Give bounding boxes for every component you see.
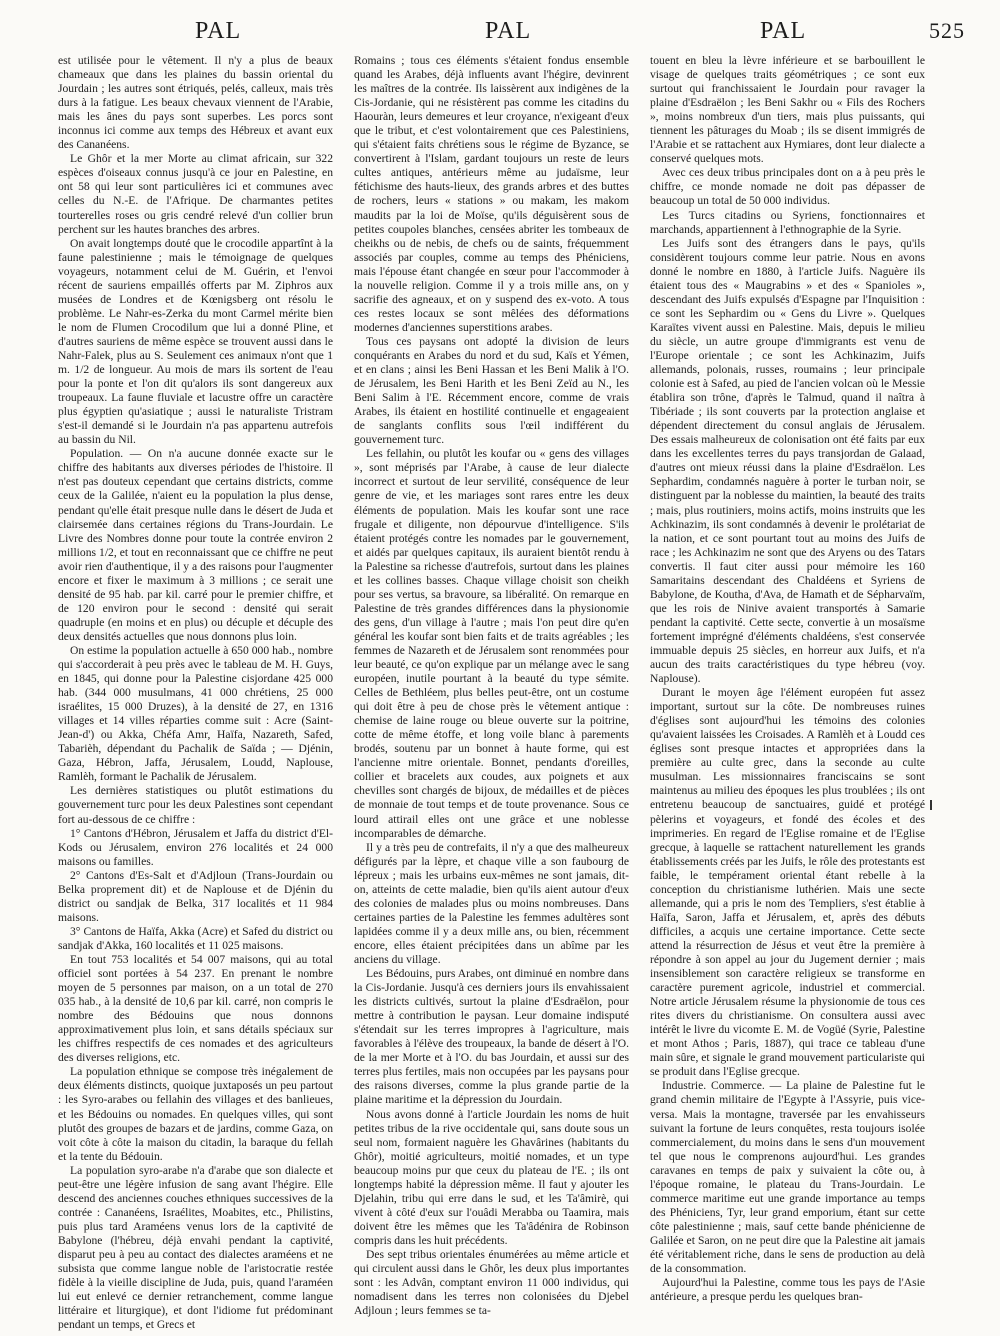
paragraph: touent en bleu la lèvre inférieure et se barbouillent le visage de quelques traits géométriques ; ce sont eux surtout qui franchissaient le Jourdain pour ravager la plaine d'Esdraëlon ; les Beni Sakhr ou « Fils des Rochers », moins nombreux d'un tiers, mais plus puissants, qui tiennent les pâturages du Moab ; ils se disent immigrés de l'Arabie et se rattachent aux Hymiares, dont leur dialecte a conservé quelques mots. (650, 54, 925, 166)
paragraph: 1° Cantons d'Hébron, Jérusalem et Jaffa du district d'El-Kods ou Jérusalem, environ 276 localités et 24 000 maisons ou familles. (58, 826, 333, 868)
paragraph: Avec ces deux tribus principales dont on a à peu près le chiffre, ce monde nomade ne doit pas dépasser de beaucoup un total de 50 000 individus. (650, 166, 925, 208)
paragraph: Romains ; tous ces éléments s'étaient fondus ensemble quand les Arabes, déjà influents avant l'hégire, devinrent les maîtres de la contrée. Ils laissèrent aux indigènes de la Cis-Jordanie, qui ne résistèrent pas comme les citadins du Haouràn, leurs demeures et leur croyance, n'exigeant d'eux que le tribut, et c'est volontairement que ces Palestiniens, qui s'étaient faits chrétiens sous le régime de Byzance, se convertirent à l'Islam, gardant toujours un reste de leurs cultes antiques, antérieurs même au judaïsme, leur fétichisme des hauts-lieux, des grands arbres et des buttes de rochers, leurs « stations » ou makam, les makom maudits par la loi de Moïse, qu'ils déguisèrent sous de petites coupoles blanches, censées abriter les tombeaux de cheikhs ou de nebis, de chefs ou de saints, fréquemment associés par couples, comme au temps des Phéniciens, mais l'épouse étant changée en sœur pour l'accommoder à la nouvelle religion. Comme il y a trois mille ans, on y sacrifie des agneaux, et on y suspend des ex-voto. A tous ces restes locaux se sont mêlées des déformations modernes d'anciennes superstitions arabes. (354, 54, 629, 334)
page-number: 525 (929, 18, 965, 43)
text-column-left (58, 54, 333, 1332)
paragraph: Aujourd'hui la Palestine, comme tous les pays de l'Asie antérieure, a presque perdu les quelques bran- (650, 1276, 925, 1304)
paragraph: On avait longtemps douté que le crocodile appartînt à la faune palestinienne ; mais le témoignage de quelques voyageurs, notamment celui de M. Guérin, et l'envoi récent de sauriens empaillés offerts par M. Ziphros aux musées de Londres et de Kœnigsberg ont résolu le problème. Le Nahr-es-Zerka du mont Carmel mérite bien le nom de Flumen Crocodilum que lui a donné Pline, et d'autres sauriens de même espèce se trouvent aussi dans le Nahr-Falek, plus au S. Seulement ces animaux n'ont que 1 m. 1/2 de longueur. Au mois de mars ils sortent de l'eau pour la ponte et l'on dit qu'alors ils sont dangereux aux troupeaux. La faune fluviale et lacustre offre un caractère plus égyptien qu'asiatique ; aussi le naturaliste Tristram s'est-il demandé si le Jourdain n'a pas appartenu autrefois au bassin du Nil. (58, 236, 333, 447)
paragraph: est utilisée pour le vêtement. Il n'y a plus de beaux chameaux que dans les plaines du bassin oriental du Jourdain ; les autres sont étriqués, pelés, calleux, mais très durs à la fatigue. Les beaux chevaux viennent de l'Arabie, mais les ânes du pays sont superbes. Les porcs sont inconnus ici comme aux temps des Hébreux et avant eux des Cananéens. (58, 54, 333, 152)
paragraph: Les dernières statistiques ou plutôt estimations du gouvernement turc pour les deux Palestines sont cependant fort au-dessous de ce chiffre : (58, 784, 333, 826)
paragraph: Tous ces paysans ont adopté la division de leurs conquérants en Arabes du nord et du sud, Kaïs et Yémen, et en clans ; ainsi les Beni Hassan et les Beni Malik à l'O. de Jérusalem, les Beni Harith et les Beni Zeïd au N., les Beni Salim à l'E. Récemment encore, comme de vrais Arabes, ils étaient en hostilité continuelle et engageaient de sanglants conflits sous l'œil indifférent du gouvernement turc. (354, 334, 629, 447)
paragraph-section-industrie: Industrie. Commerce. — La plaine de Palestine fut le grand chemin militaire de l'Egypte à l'Assyrie, puis vice-versa. Mais la montagne, traversée par les envahisseurs suivant la fortune de leurs conquêtes, resta toujours isolée commercialement, du moins dans le sens d'un mouvement tel que nous le comprenons aujourd'hui. Les grandes caravanes en temps de paix y suivaient la côte ou, à l'époque romaine, le plateau du Trans-Jourdain. Le commerce maritime eut une grande importance au temps des Phéniciens, Tyr, leur grand emporium, étant sur cette côte palestinienne ; mais, sauf cette bande phénicienne de Galilée et Saron, on ne peut dire que la Palestine ait jamais été véritablement riche, dans le sens de production au delà de la consommation. (650, 1079, 925, 1276)
paragraph: Des sept tribus orientales énumérées au même article et qui circulent aussi dans le Ghôr, les deux plus importantes sont : les Advân, comptant environ 11 000 individus, qui nomadisent dans les terres non colonisées du Djebel Adjloun ; leurs femmes se ta- (354, 1247, 629, 1318)
paragraph: Les Bédouins, purs Arabes, ont diminué en nombre dans la Cis-Jordanie. Jusqu'à ces derniers jours ils envahissaient les districts cultivés, surtout la plaine d'Esdraëlon, pour mettre à contribution le paysan. Leur domaine indisputé s'étendait sur les terres impropres à l'agriculture, mais favorables à l'élève des troupeaux, la bande de désert à l'O. de la mer Morte et à l'O. du bas Jourdain, et aussi sur des terres plus fertiles, mais non occupées par les paysans pour des raisons diverses, comme la plus grande partie de la plaine maritime et la dépression du Jourdain. (354, 967, 629, 1107)
paragraph: Durant le moyen âge l'élément européen fut assez important, surtout sur la côte. De nombreuses ruines d'églises sont aujourd'hui les témoins des colonies qu'avaient laissées les Croisades. A Ramlèh et à Loudd ces églises sont presque intactes et appropriées dans la première au culte grec, dans la seconde au culte musulman. Les missionnaires franciscains se sont maintenus au milieu des époques les plus troublées ; ils ont entretenu beaucoup de sanctuaires, guidé et protégé pèlerins et voyageurs, et fondé des écoles et des imprimeries. En regard de l'Eglise romaine et de l'Eglise grecque, à laquelle se rattachent naturellement les grands établissements créés par les Juifs, le rôle des protestants est faible, le tempérament oriental étant rebelle à la conception du christianisme luthérien. Mais une secte allemande, qui a pris le nom des Templiers, s'est établie à Haïfa, Saron, Jaffa et Jérusalem, et, après des débuts difficiles, a acquis une certaine importance. Cette secte attend la résurrection de Jésus et veut être la première à répondre à son appel au jour du Jugement dernier ; mais insensiblement son caractère religieux se transforme en caractère purement agricole, industriel et commercial. Notre article Jérusalem résume la physionomie de tous ces rites divers du christianisme. On consultera aussi avec intérêt le livre du vicomte E. M. de Vogüé (Syrie, Palestine et mont Athos ; Paris, 1887), qui trace ce tableau d'une main sûre, et signale le grand mouvement particulariste qui se produit dans l'Eglise grecque. (650, 686, 925, 1079)
header-center-word: PAL (485, 18, 532, 44)
margin-mark (930, 800, 932, 810)
paragraph: On estime la population actuelle à 650 000 hab., nombre qui s'accorderait à peu près avec le tableau de M. H. Guys, en 1845, qui donne pour la Palestine cisjordane 425 000 hab. (344 000 musulmans, 41 000 chrétiens, 25 000 israélites, 15 000 Druzes), à la densité de 27, en 1316 villages et 14 villes réparties comme suit : Acre (Saint-Jean-d') ou Akka, Chéfa Amr, Haïfa, Nazareth, Safed, Tabarièh, dépendant du Pachalik de Saïda ; — Djénin, Gaza, Hébron, Jaffa, Jérusalem, Loudd, Naplouse, Ramlèh, formant le Pachalik de Jérusalem. (58, 643, 333, 784)
paragraph: Les Juifs sont des étrangers dans le pays, qu'ils considèrent toujours comme leur patrie. Nous en avons donné le nombre en 1880, à l'article Juifs. Naguère ils étaient tous des « Maugrabins » et des « Spanioles », descendant des Juifs expulsés d'Espagne par l'Inquisition : ce sont les Sephardim ou « Gens du Livre ». Quelques Karaïtes vivent aussi en Palestine. Mais, depuis le milieu du siècle, un autre groupe d'immigrants est venu de l'Europe orientale ; ce sont les Achkinazim, Juifs allemands, polonais, russes, roumains ; leur principale colonie est à Safed, au pied de l'ancien volcan où le Messie établira son trône, d'après le Talmud, quand il naîtra à Tibériade ; ils sont couverts par la protection anglaise et dépendent directement du consul anglais de Jérusalem. Des essais malheureux de colonisation ont été faits par eux dans les excellentes terres du pays transjordan de Galaad, d'autres ont mieux réussi dans la plaine d'Esdraëlon. Les Sephardim, condamnés naguère à porter le turban noir, se distinguent par la noblesse du maintien, la beauté des traits ; mais, plus routiniers, moins actifs, moins instruits que les Achkinazim, ils sont condamnés à devenir le prolétariat de la nation, et ce sont pourtant tout au moins des Juifs de race ; les Achkinazim ne sont que des Aryens ou des Tatars convertis. Il faut citer aussi pour mémoire les 160 Samaritains descendant des Chaldéens et Syriens de Babylone, de Koutha, d'Ava, de Hamath et de Sépharvaïm, que les rois de Ninive avaient transportés à Samarie pendant la captivité. Cette secte, convertie à un mosaïsme fortement imprégné d'éléments chaldéens, s'est conservée immuable depuis 25 siècles, en horreur aux Juifs, et n'a aucun des traits caractéristiques du type hébreu (voy. Naplouse). (650, 236, 925, 686)
paragraph: 2° Cantons d'Es-Salt et d'Adjloun (Trans-Jourdain ou Belka proprement dit) et de Naplouse et de Djénin du district ou sandjak de Belka, 317 localités et 11 984 maisons. (58, 868, 333, 924)
paragraph: Les fellahin, ou plutôt les koufar ou « gens des villages », sont méprisés par l'Arabe, à cause de leur dialecte incorrect et surtout de leur servilité, conséquence de leur genre de vie, et les mariages sont rares entre les deux éléments de population. Mais les koufar sont une race frugale et diligente, non dépourvue d'intelligence. S'ils étaient protégés contre les nomades par le gouvernement, et aidés par quelques capitaux, ils auraient bientôt rendu à la Palestine sa richesse d'autrefois, surtout dans les plaines et les collines basses. Chaque village choisit son cheikh pour ses vertus, sa bravoure, sa libéralité. On remarque en Palestine de très grandes différences dans la physionomie des gens, d'un village à l'autre ; mais l'on peut dire qu'en général les koufar sont bien faits et de traits agréables ; les femmes de Nazareth et de Jérusalem sont renommées pour leur beauté, ce qu'on explique par un mélange avec le sang européen, inutile pourtant à la beauté du type sémite. Celles de Bethléem, plus belles peut-être, ont un costume qui doit être à peu de chose près le vêtement antique : chemise de laine rouge ou bleue ouverte sur la poitrine, cotte de même étoffe, et long voile blanc à parements brodés, soutenu par un bonnet à haute forme, qui est l'ancienne mitre orientale. Bonnet, pendants d'oreilles, collier et bracelets aux coudes, aux poignets et aux chevilles sont chargés de bijoux, de médailles et de pièces de monnaie de tout temps et de toute provenance. Sous ce lourd attirail elles ont une grâce et une noblesse incomparables de démarche. (354, 447, 629, 840)
running-header (45, 18, 965, 58)
paragraph-section-population: Population. — On n'a aucune donnée exacte sur le chiffre des habitants aux diverses périodes de l'histoire. Il n'est pas douteux cependant que certains districts, comme ceux de la Galilée, n'aient eu la population la plus dense, pendant qu'elle était presque nulle dans le désert de Juda et clairsemée dans certaines régions du Trans-Jourdain. Le Livre des Nombres donne pour toute la contrée environ 2 millions 1/2, et tout en reconnaissant que ce chiffre ne peut avoir rien d'authentique, il y a des raisons pour l'augmenter encore et fixer le maximum à 3 millions ; ce serait une densité de 95 hab. par kil. carré pour le premier chiffre, et de 120 environ pour le second : densité qui serait quadruple (en moins et en plus) ou décuple et décuple des deux densités actuelles que nous donnons plus loin. (58, 447, 333, 643)
paragraph: Il y a très peu de contrefaits, il n'y a que des malheureux défigurés par la lèpre, et chaque ville a son faubourg de lépreux ; mais les urbains eux-mêmes ne sont jamais, dit-on, atteints de cette maladie, bien qu'ils aient autour d'eux des colonies de malades plus ou moins nombreuses. Dans certaines parties de la Palestine les femmes adultères sont lapidées comme il y a deux mille ans, ou bien, récemment encore, elles étaient précipitées dans un abîme par les anciens du village. (354, 840, 629, 966)
header-right-word: PAL (760, 18, 807, 44)
text-column-right (650, 54, 925, 1319)
paragraph: Nous avons donné à l'article Jourdain les noms de huit petites tribus de la rive occidentale qui, sans doute sous un seul nom, formaient naguère les Ghavârines (habitants du Ghôr), moitié agriculteurs, moitié nomades, et un type beaucoup moins pur que ceux du plateau de l'E. ; ils ont longtemps habité la dépression même. Il faut y ajouter les Djelahin, tribu qui erre dans le sud, et les Ta'âmirè, qui vivent à côté d'eux sur l'ouâdi Merabba ou Taamira, mais doivent être les mêmes que les Ta'âdénira de Robinson compris dans les huit précédents. (354, 1107, 629, 1247)
paragraph: En tout 753 localités et 54 007 maisons, qui au total officiel sont portées à 54 237. En prenant le nombre moyen de 5 personnes par maison, on a un total de 270 035 hab., à la densité de 10,6 par kil. carré, non compris le nombre des Bédouins que nous donnons approximativement plus loin, et sans détails spéciaux sur les chiffres respectifs de ces nomades et des agriculteurs des diverses religions, etc. (58, 953, 333, 1065)
header-left-word: PAL (195, 18, 242, 44)
paragraph: 3° Cantons de Haïfa, Akka (Acre) et Safed du district ou sandjak d'Akka, 160 localités et 11 025 maisons. (58, 924, 333, 952)
text-column-middle (354, 54, 629, 1319)
paragraph: Les Turcs citadins ou Syriens, fonctionnaires et marchands, appartiennent à l'ethnographie de la Syrie. (650, 208, 925, 236)
paragraph: Le Ghôr et la mer Morte au climat africain, sur 322 espèces d'oiseaux connus jusqu'à ce jour en Palestine, en ont 58 qui leur sont particulières ici et communes avec celles du N.-E. de l'Afrique. De charmantes petites tourterelles roses ou gris cendré relevé d'un collier brun perchent sur les hautes branches des arbres. (58, 152, 333, 236)
paragraph: La population syro-arabe n'a d'arabe que son dialecte et peut-être une légère infusion de sang avant l'hégire. Elle descend des anciennes couches ethniques successives de la contrée : Cananéens, Israélites, Moabites, etc., Philistins, puis plus tard Araméens venus lors de la captivité de Babylone (l'hébreu, déjà envahi pendant la captivité, disparut peu à peu au contact des dialectes araméens et ne subsista que comme langue noble de l'aristocratie restée fidèle à la vieille discipline de Juda, puis, quand l'araméen lui eut enlevé ce dernier retranchement, comme langue littéraire et liturgique), et dont l'idiome fut prédominant pendant un temps, et Grecs et (58, 1163, 333, 1332)
paragraph: La population ethnique se compose très inégalement de deux éléments distincts, quoique juxtaposés un peu partout : les Syro-arabes ou fellahin des villages et des banlieues, et les Bédouins ou nomades. En quelques villes, qui sont plutôt des groupes de bazars et de jardins, comme Gaza, on voit côte à côte la maison du citadin, la baraque du fellah et la tente du Bédouin. (58, 1065, 333, 1163)
